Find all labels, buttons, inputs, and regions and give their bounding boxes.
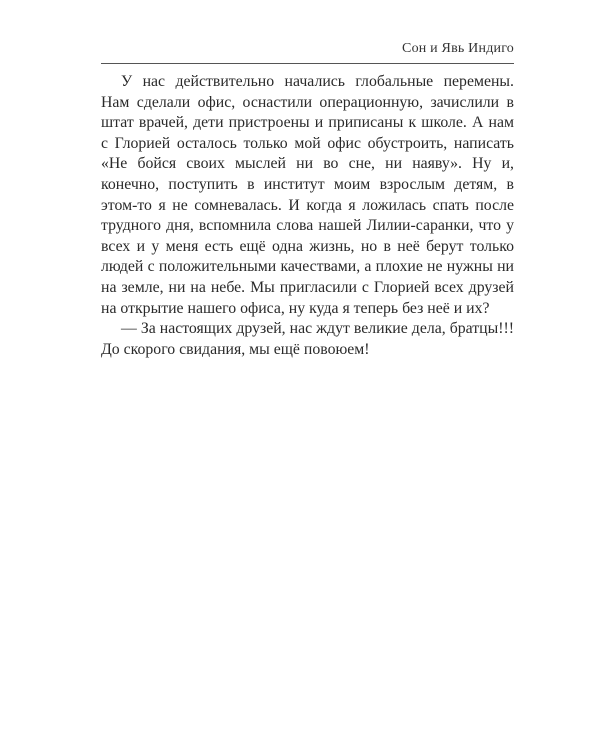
body-text [101, 72, 514, 360]
paragraph: — За настоящих друзей, нас ждут великие дела, братцы!!! До скорого свидания, мы ещё повоюем! [101, 320, 514, 358]
running-head-title: Сон и Явь Индиго [402, 41, 514, 56]
paragraph: У нас действительно начались глобальные перемены. Нам сделали офис, оснастили операционную, зачислили в штат врачей, дети пристроены и приписаны к школе. А нам с Глорией осталось только мой офис обустроить, написать «Не бойся своих мыслей ни во сне, ни наяву». Ну и, конечно, поступить в институт моим взрослым детям, в этом-то я не сомневалась. И когда я ложилась спать после трудного дня, вспомнила слова нашей Лилии-саранки, что у всех и у меня есть ещё одна жизнь, но в неё берут только людей с положительными качествами, а плохие не нужны ни на земле, ни на небе. Мы пригласили с Глорией всех друзей на открытие нашего офиса, ну куда я теперь без неё и их? [101, 73, 514, 317]
header-rule [101, 63, 514, 64]
